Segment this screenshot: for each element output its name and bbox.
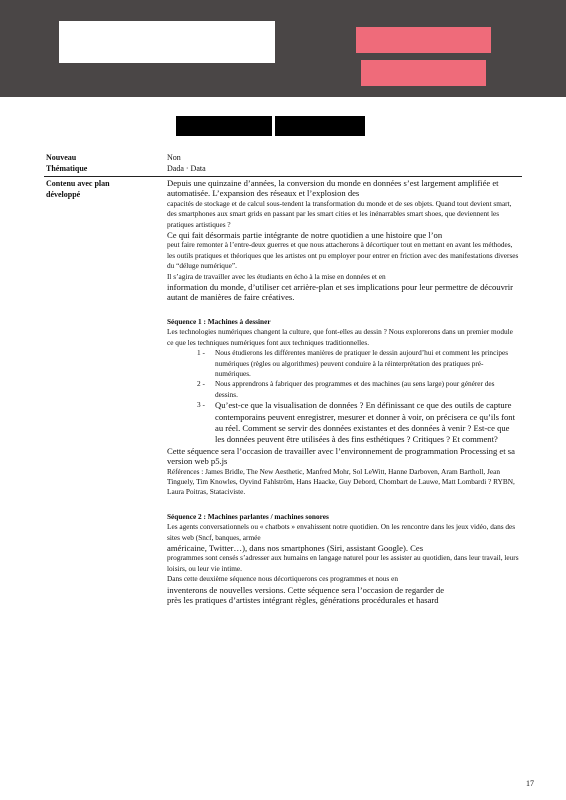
nouveau-value: Non: [167, 153, 181, 162]
sequence-2-plan-end: près les pratiques d’artistes intégrant règles, générations procédurales et hasard: [167, 595, 439, 606]
sequence-1-references: Références : James Bridle, The New Aesthetic, Manfred Mohr, Sol LeWitt, Hanne Darboven, Aram Bartholl, Jean Tinguely, Tim Knowles, Oyvind Fahlström, Hans Haacke, Guy Debord, Chombart de Lauwe, Matt Lombardi ? RYBN, Laura Poitras, Stataciviste.: [167, 466, 515, 497]
paragraph-intro-cont: capacités de stockage et de calcul sous-tendent la transformation du monde et de ses objets. Quand tout devient smart, des smartphones aux smart grids en passant par les smart cities et les inénarrables smart shoes, que deviennent les pratiques artistiques ?: [167, 198, 512, 229]
redacted-title-part-1: [176, 116, 272, 136]
thematique-value: Dada · Data: [167, 164, 206, 173]
paragraph-history-cont: peut faire remonter à l’entre-deux guerres et que nous attacherons à décortiquer tout en mettant en avant les méthodes, les outils pratiques et théoriques que les artistes ont pu employer pour entrer en friction avec des manifestations diverses du “déluge numérique”.: [167, 240, 519, 271]
sequence-2-intro-cont: américaine, Twitter…), dans nos smartphones (Siri, assistant Google). Ces: [167, 543, 424, 553]
sequence-2-plan-cont: inventerons de nouvelles versions. Cette séquence sera l’occasion de regarder de: [167, 584, 445, 595]
sequence-1-intro: Les technologies numériques changent la culture, que font-elles au dessin ? Nous explorerons dans un premier module ce que les techniques numériques font aux techniques traditionnelles.: [167, 327, 513, 347]
logo-placeholder: [59, 21, 275, 63]
sequence-2-title: Séquence 2 : Machines parlantes / machines sonores: [167, 511, 329, 521]
course-content: [167, 178, 519, 605]
header-button-primary[interactable]: [356, 27, 491, 53]
header-button-secondary[interactable]: [361, 60, 486, 86]
sequence-1-title: Séquence 1 : Machines à dessiner: [167, 316, 271, 326]
list-item: 1 - Nous étudierons les différentes manières de pratiquer le dessin aujourd’hui et comment les principes numériques (règles ou algorithmes) peuvent conduire à la réinterprétation des pratiques pré-numériques.: [197, 348, 509, 378]
paragraph-goal-cont: information du monde, d’utiliser cet arrière-plan et ses implications pour leur permettre de découvrir autant de manières de faire créatives.: [167, 282, 514, 303]
paragraph-goal: Il s’agira de travailler avec les étudiants en écho à la mise en données et en: [167, 271, 386, 281]
page-number: 17: [526, 779, 534, 788]
list-item: 2 - Nous apprendrons à fabriquer des programmes et des machines (au sens large) pour générer des dessins.: [197, 379, 495, 399]
paragraph-history: Ce qui fait désormais partie intégrante de notre quotidien a une histoire que l’on: [167, 230, 443, 241]
table-divider: [44, 176, 522, 177]
sequence-2-plan: Dans cette deuxième séquence nous décortiquerons ces programmes et nous en: [167, 574, 398, 584]
sequence-1-environment: Cette séquence sera l’occasion de travailler avec l’environnement de programmation Processing et sa version web p5.js: [167, 445, 515, 467]
sequence-2-intro-end: programmes sont censés s’adresser aux humains en langage naturel pour les assister au quotidien, dans leur travail, leurs loisirs, ou leur vie intime.: [167, 553, 519, 573]
thematique-label: Thématique: [46, 164, 88, 173]
paragraph-intro: Depuis une quinzaine d’années, la conversion du monde en données s’est largement amplifiée et automatisée. L’expansion des réseaux et l’explosion des: [167, 178, 499, 199]
sequence-1-list: [167, 348, 519, 446]
sequence-2-intro: Les agents conversationnels ou « chatbots » envahissent notre quotidien. On les rencontre dans les jeux vidéo, dans des sites web (Sncf, banques, armée: [167, 522, 516, 542]
nouveau-label: Nouveau: [46, 153, 77, 162]
page-header: [0, 0, 566, 97]
developpe-label: développé: [46, 190, 81, 199]
row-label: [46, 178, 156, 200]
list-item: 3 - Qu’est-ce que la visualisation de données ? En définissant ce que des outils de capture contemporains peuvent enregistrer, mesurer et donner à voir, on précisera ce qu’ils font au réel. Comment se servir des données existantes et des données à venir ? Est-ce que les données peuvent être utilisées à des fins esthétiques ? Critiques ? Et comment?: [197, 400, 515, 445]
redacted-title-part-2: [275, 116, 365, 136]
contenu-label: Contenu avec plan: [46, 179, 110, 188]
